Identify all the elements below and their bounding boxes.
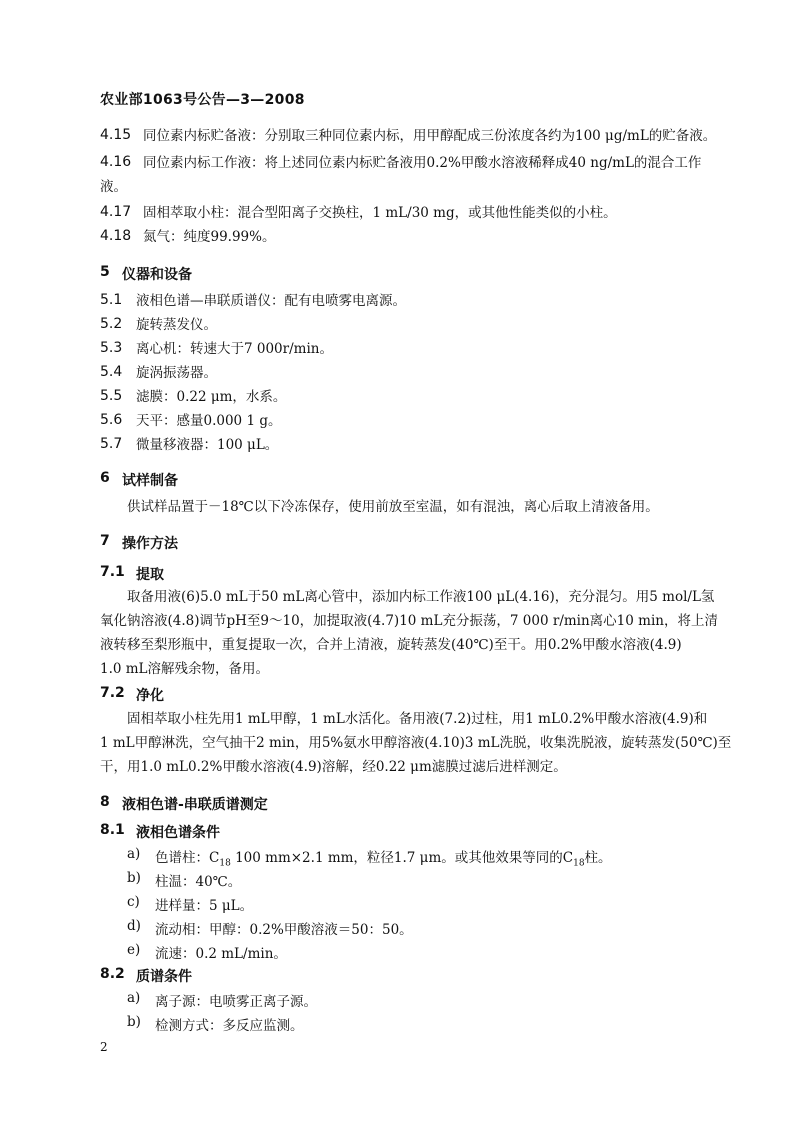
item-text: 氮气：纯度99.99%。 bbox=[143, 229, 276, 245]
item-text: 旋转蒸发仪。 bbox=[136, 317, 217, 333]
list-item-text: 流动相：甲醇：0.2%甲酸溶液＝50：50。 bbox=[155, 922, 413, 938]
list-item-text: 离子源：电喷雾正离子源。 bbox=[155, 994, 317, 1010]
paragraph-line: 固相萃取小柱先用1 mL甲醇，1 mL水活化。备用液(7.2)过柱，用1 mL0.2%甲酸水溶液(4.9)和 bbox=[127, 711, 708, 727]
section-number: 5 bbox=[100, 264, 110, 280]
item-number: 5.6 bbox=[100, 412, 123, 428]
item-text: 同位素内标贮备液：分别取三种同位素内标，用甲醇配成三份浓度各约为100 μg/mL的贮备液。 bbox=[143, 128, 717, 144]
list-label: a) bbox=[127, 846, 141, 862]
paragraph-line: 取备用液(6)5.0 mL于50 mL离心管中，添加内标工作液100 μL(4.16)，充分混匀。用5 mol/L氢 bbox=[127, 589, 715, 605]
item-text: 天平：感量0.000 1 g。 bbox=[136, 413, 282, 429]
item-number: 4.17 bbox=[100, 204, 132, 220]
paragraph-line: 1 mL甲醇淋洗，空气抽干2 min，用5%氨水甲醇溶液(4.10)3 mL洗脱，收集洗脱液，旋转蒸发(50℃)至 bbox=[100, 735, 732, 751]
item-number: 4.15 bbox=[100, 127, 132, 143]
paragraph-line: 液转移至梨形瓶中，重复提取一次，合并上清液，旋转蒸发(40℃)至干。用0.2%甲酸水溶液(4.9) bbox=[100, 637, 682, 653]
section-number: 7 bbox=[100, 533, 110, 549]
list-label: d) bbox=[127, 918, 141, 934]
subsection-title: 净化 bbox=[136, 688, 164, 704]
list-label: b) bbox=[127, 1014, 141, 1030]
list-item-text: 检测方式：多反应监测。 bbox=[155, 1018, 304, 1034]
section-title: 仪器和设备 bbox=[122, 267, 192, 283]
item-number: 5.7 bbox=[100, 436, 123, 452]
section-title: 操作方法 bbox=[122, 536, 178, 552]
item-number: 5.5 bbox=[100, 388, 123, 404]
item-text: 同位素内标工作液：将上述同位素内标贮备液用0.2%甲酸水溶液稀释成40 ng/mL的混合工作 bbox=[143, 155, 702, 171]
item-text: 旋涡振荡器。 bbox=[136, 365, 217, 381]
section-number: 8 bbox=[100, 794, 110, 810]
list-label: b) bbox=[127, 870, 141, 886]
list-label: a) bbox=[127, 990, 141, 1006]
item-text: 固相萃取小柱：混合型阳离子交换柱，1 mL/30 mg，或其他性能类似的小柱。 bbox=[143, 205, 617, 221]
paragraph-line: 氧化钠溶液(4.8)调节pH至9～10，加提取液(4.7)10 mL充分振荡，7 000 r/min离心10 min，将上清 bbox=[100, 613, 718, 629]
item-number: 5.2 bbox=[100, 316, 123, 332]
item-number: 4.18 bbox=[100, 228, 132, 244]
subsection-number: 7.1 bbox=[100, 564, 125, 580]
subsection-title: 质谱条件 bbox=[136, 969, 192, 985]
paragraph-line: 干，用1.0 mL0.2%甲酸水溶液(4.9)溶解，经0.22 μm滤膜过滤后进样测定。 bbox=[100, 759, 567, 775]
item-text: 液相色谱—串联质谱仪：配有电喷雾电离源。 bbox=[136, 293, 406, 309]
subsection-number: 8.2 bbox=[100, 966, 125, 982]
paragraph-line: 1.0 mL溶解残余物，备用。 bbox=[100, 661, 270, 677]
subsection-number: 8.1 bbox=[100, 822, 125, 838]
item-text: 微量移液器：100 μL。 bbox=[136, 437, 279, 453]
list-item-text: 色谱柱：$C_{18}$ 100 mm×2.1 mm，粒径1.7 μm。或其他效果等同的$C_{18}$柱。 bbox=[155, 850, 612, 869]
list-item-text: 流速：0.2 mL/min。 bbox=[155, 946, 287, 962]
paragraph-line: 供试样品置于－18℃以下冷冻保存，使用前放至室温，如有混浊，离心后取上清液备用。 bbox=[127, 499, 659, 515]
item-number: 5.4 bbox=[100, 364, 123, 380]
section-number: 6 bbox=[100, 470, 110, 486]
subsection-title: 提取 bbox=[136, 567, 164, 583]
item-number: 5.1 bbox=[100, 292, 123, 308]
item-text: 离心机：转速大于7 000r/min。 bbox=[136, 341, 333, 357]
list-label: e) bbox=[127, 942, 141, 958]
standard-header: 农业部1063号公告—3—2008 bbox=[100, 92, 305, 108]
subsection-number: 7.2 bbox=[100, 685, 125, 701]
item-text: 滤膜：0.22 μm，水系。 bbox=[136, 389, 287, 405]
item-number: 5.3 bbox=[100, 340, 123, 356]
list-label: c) bbox=[127, 894, 140, 910]
section-title: 试样制备 bbox=[122, 473, 178, 489]
subsection-title: 液相色谱条件 bbox=[136, 825, 220, 841]
item-number: 4.16 bbox=[100, 154, 132, 170]
list-item-text: 进样量：5 μL。 bbox=[155, 898, 254, 914]
page-number: 2 bbox=[100, 1040, 108, 1054]
item-text-continuation: 液。 bbox=[100, 179, 127, 195]
section-title: 液相色谱-串联质谱测定 bbox=[122, 797, 268, 813]
list-item-text: 柱温：40℃。 bbox=[155, 874, 242, 890]
